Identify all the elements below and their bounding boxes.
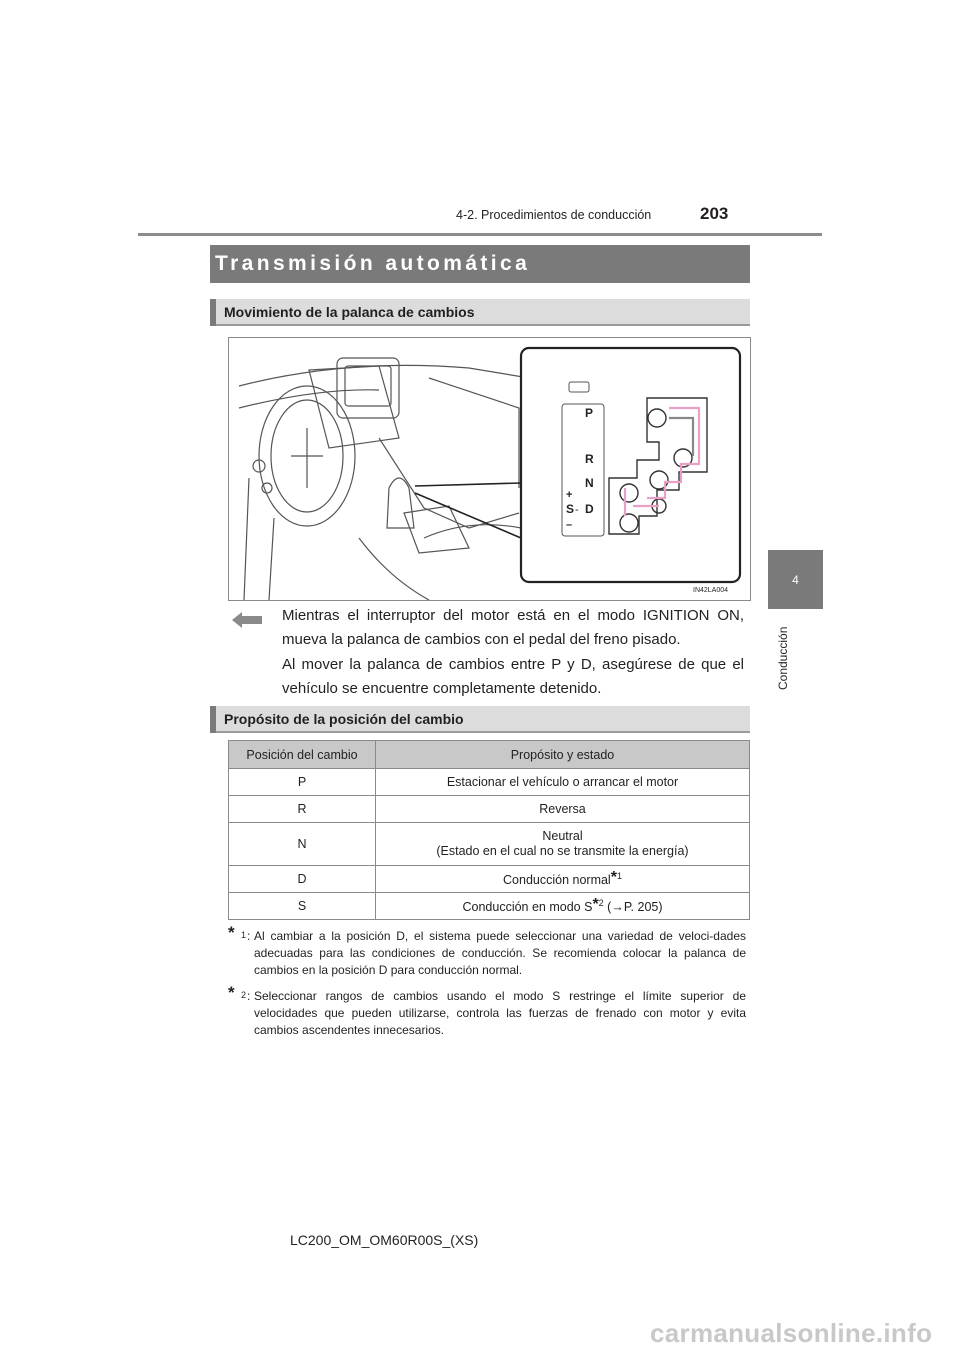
footnote-colon: : — [247, 929, 251, 943]
subsection-shift-purpose-title: Propósito de la posición del cambio — [224, 711, 464, 727]
svg-text:S: S — [566, 502, 575, 516]
footnote-ref: 2 — [598, 898, 604, 909]
footnote-star: * — [228, 923, 235, 942]
table-row — [229, 769, 750, 796]
footnote-text: Al cambiar a la posición D, el sistema puede seleccionar una variedad de veloci-dades adecuadas para las condiciones de conducción. Se recomienda colocar la palanca de cambios en la posición D para conducción normal. — [254, 929, 746, 977]
purpose-cell: Neutral (Estado en el cual no se transmite la energía) — [376, 823, 750, 866]
table-header-row — [229, 741, 750, 769]
column-header-purpose: Propósito y estado — [376, 741, 750, 769]
footnote-ref: 1 — [616, 871, 622, 882]
position-cell: D — [229, 866, 376, 893]
svg-text:R: R — [585, 452, 594, 466]
column-header-position: Posición del cambio — [229, 741, 376, 769]
table-row — [229, 866, 750, 893]
footnote-number: 1 — [241, 930, 247, 940]
footnote-star: * — [228, 983, 235, 1002]
footnote-1 — [228, 923, 746, 979]
purpose-cell: Conducción normal*$^1$ — [376, 866, 750, 893]
subsection-marker — [210, 706, 216, 733]
footnote-star: * — [592, 896, 599, 914]
instruction-paragraph-2: Al mover la palanca de cambios entre P y D, asegúrese de que el vehículo se encuentre completamente detenido. — [282, 656, 744, 697]
cockpit-drawing — [229, 338, 750, 600]
footnote-number: 2 — [241, 990, 247, 1000]
figure-code: IN42LA004 — [693, 587, 729, 594]
svg-text:N: N — [585, 476, 594, 490]
page-number: 203 — [700, 204, 729, 223]
svg-text:–: – — [566, 519, 573, 531]
svg-text:D: D — [585, 502, 594, 516]
position-cell: N — [229, 823, 376, 866]
arrow-left-icon — [232, 612, 262, 633]
page-reference: (→P. 205) — [603, 900, 663, 915]
purpose-cell: Estacionar el vehículo o arrancar el motor — [376, 769, 750, 796]
footnote-text: Seleccionar rangos de cambios usando el modo S restringe el límite superior de velocidades que pueden utilizarse, controla las fuerzas de frenado con motor y evita cambios ascendentes innecesarios. — [254, 989, 746, 1037]
position-cell: S — [229, 893, 376, 920]
svg-text:-: - — [575, 504, 579, 516]
watermark: carmanualsonline.info — [650, 1318, 933, 1348]
chapter-tab-number: 4 — [792, 573, 799, 587]
document-code: LC200_OM_OM60R00S_(XS) — [290, 1232, 479, 1248]
section-title: 4-2. Procedimientos de conducción — [456, 208, 652, 222]
instruction-paragraph-1: Mientras el interruptor del motor está en el modo IGNITION ON, mueva la palanca de cambios con el pedal del freno pisado. — [282, 607, 744, 648]
table-row — [229, 796, 750, 823]
table-row — [229, 823, 750, 866]
shift-lever-illustration — [228, 337, 751, 601]
subsection-lever-movement — [210, 299, 750, 326]
subsection-marker — [210, 299, 216, 326]
position-cell: P — [229, 769, 376, 796]
footnote-2 — [228, 983, 746, 1039]
purpose-cell: Conducción en modo S*$^2$ (→P. 205) — [376, 893, 750, 920]
table-row — [229, 893, 750, 920]
subsection-shift-purpose — [210, 706, 750, 733]
purpose-cell: Reversa — [376, 796, 750, 823]
header-rule — [138, 233, 822, 236]
chapter-tab-label: Conducción — [776, 626, 790, 690]
footnote-colon: : — [247, 989, 251, 1003]
shift-position-table — [228, 740, 750, 920]
position-cell: R — [229, 796, 376, 823]
subsection-lever-movement-title: Movimiento de la palanca de cambios — [224, 304, 475, 320]
svg-text:+: + — [566, 489, 573, 501]
footnote-star: * — [610, 869, 617, 887]
svg-text:P: P — [585, 406, 594, 420]
page-title: Transmisión automática — [215, 252, 531, 275]
